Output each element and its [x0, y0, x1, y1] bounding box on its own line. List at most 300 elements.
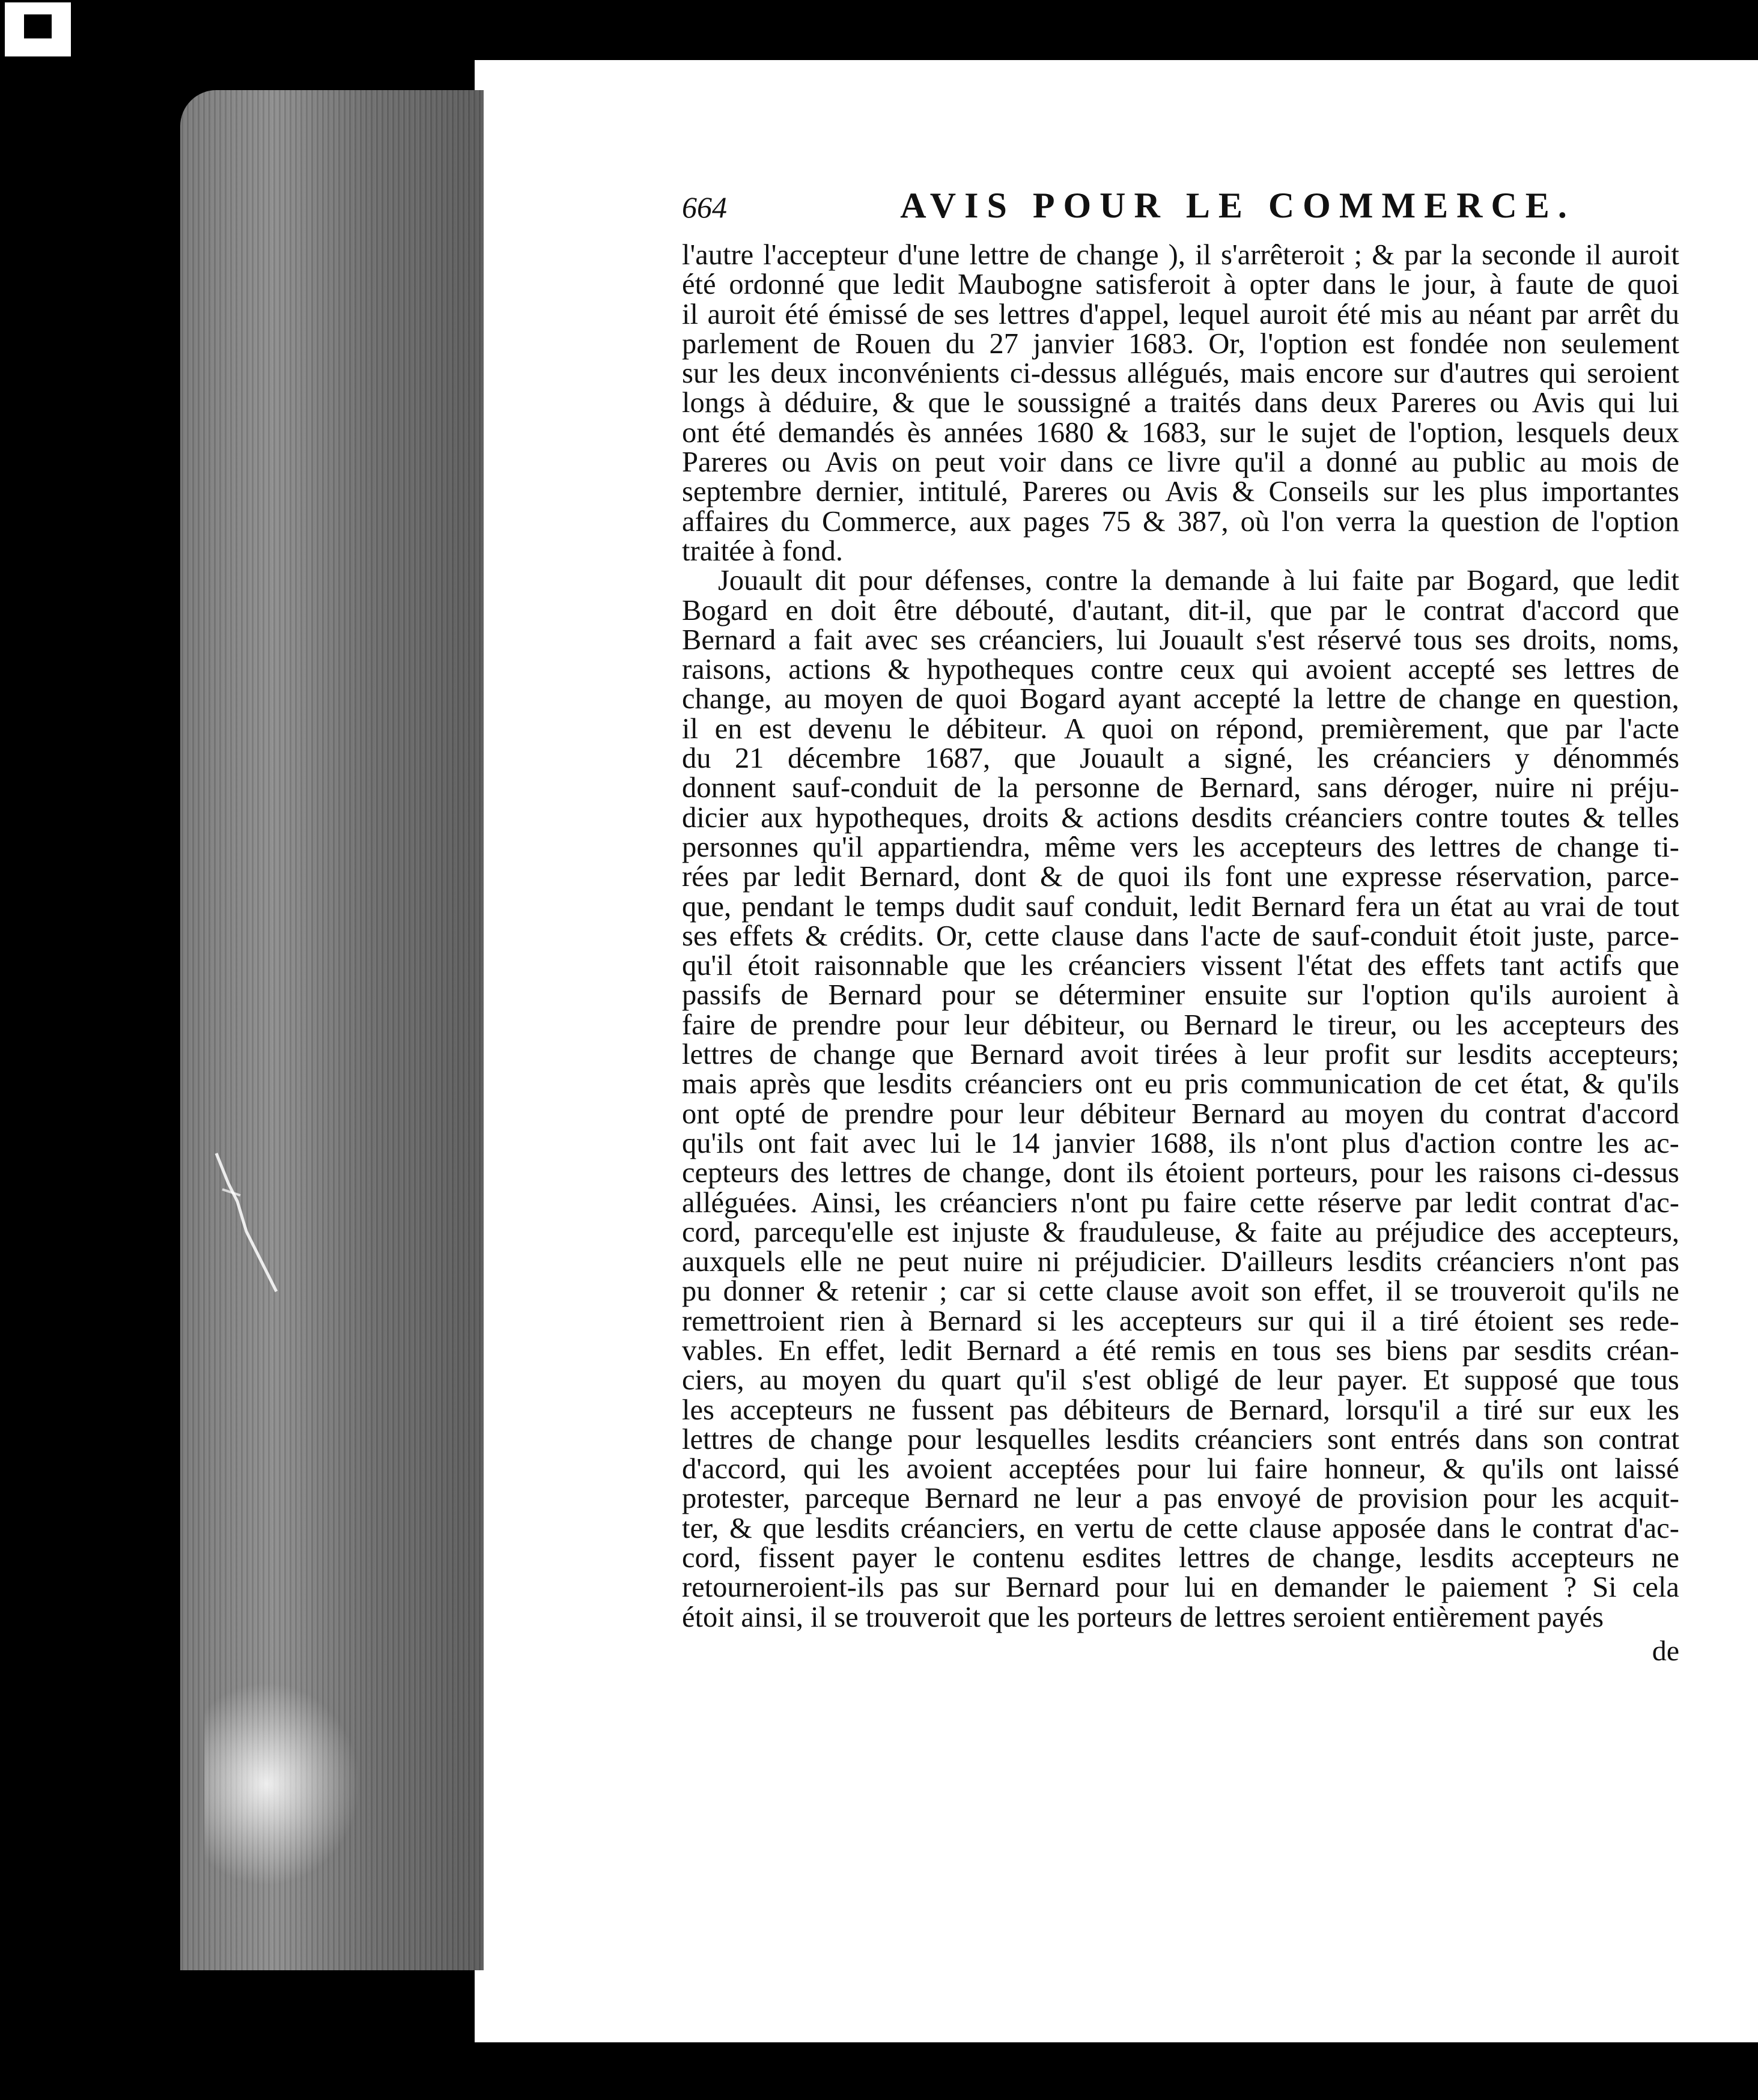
- word: quoi: [955, 683, 1008, 715]
- word: ne: [868, 1394, 896, 1426]
- word: au: [1411, 446, 1439, 479]
- word: émissé: [828, 298, 908, 330]
- word: 387,: [1177, 505, 1229, 538]
- text-line: [682, 1188, 1679, 1218]
- word: donnent: [682, 772, 776, 804]
- word: premièrement,: [1321, 712, 1490, 745]
- word: l'option: [1362, 979, 1450, 1012]
- word: rées: [682, 861, 729, 893]
- word: de: [780, 979, 809, 1012]
- text-line: [682, 1218, 1679, 1247]
- text-line: [682, 892, 1679, 921]
- word: cet: [1474, 1068, 1509, 1100]
- word: mais: [682, 1068, 737, 1100]
- word: ni: [1571, 772, 1594, 804]
- word: avec: [862, 1127, 916, 1159]
- text-line: [682, 921, 1679, 951]
- word: l'option: [1259, 327, 1348, 360]
- word: si: [1007, 1275, 1027, 1308]
- word: question,: [1573, 683, 1679, 715]
- word: il: [1385, 1275, 1402, 1308]
- word: lui: [1648, 387, 1679, 419]
- text-line: [682, 1454, 1679, 1484]
- word: pas: [1640, 1246, 1679, 1278]
- word: d'ac-: [1623, 1512, 1679, 1544]
- word: retenir: [851, 1275, 927, 1308]
- word: personnes: [682, 831, 798, 863]
- word: en: [1230, 1571, 1259, 1604]
- word: question: [1441, 505, 1540, 538]
- word: pour: [858, 565, 912, 597]
- word: au: [1301, 1097, 1329, 1130]
- word: contenu: [972, 1542, 1065, 1574]
- word: lui: [1184, 1571, 1215, 1604]
- word: &: [1583, 801, 1605, 834]
- word: en: [1533, 683, 1561, 715]
- word: accepteurs: [729, 1394, 853, 1426]
- word: hypotheques,: [815, 801, 970, 834]
- word: change,: [1312, 1542, 1402, 1574]
- word: ne: [1033, 1482, 1061, 1515]
- word: qu'ils: [1617, 1068, 1679, 1100]
- word: sur: [1538, 1394, 1574, 1426]
- word: ont: [1095, 1068, 1133, 1100]
- word: Bernard: [1184, 1009, 1278, 1041]
- word: créanciers,: [900, 1512, 1026, 1544]
- word: ès: [907, 416, 932, 449]
- word: ledit: [900, 1334, 952, 1367]
- word: plus: [1479, 476, 1528, 508]
- word: ciers,: [682, 1364, 744, 1397]
- word: quart: [941, 1364, 1001, 1397]
- word: que: [1637, 950, 1679, 982]
- text-line: [682, 1514, 1679, 1543]
- text-line: [682, 240, 1679, 270]
- word: des: [1497, 1216, 1536, 1248]
- word: de: [1434, 1068, 1462, 1100]
- word: sur: [954, 1571, 990, 1604]
- text-line: [682, 359, 1679, 388]
- word: avoient: [906, 1453, 993, 1485]
- word: Bogard,: [1467, 565, 1560, 597]
- word: soussigné: [1017, 387, 1131, 419]
- word: Bernard: [1005, 1571, 1100, 1604]
- word: étoit: [747, 950, 800, 982]
- text-line: [682, 477, 1679, 506]
- word: les: [1597, 1127, 1629, 1159]
- word: crédits.: [839, 920, 925, 952]
- word: importantes: [1541, 476, 1679, 508]
- word: le: [1500, 1512, 1522, 1544]
- word: décembre: [787, 742, 901, 775]
- text-line: [682, 566, 1679, 595]
- word: D'ailleurs: [1221, 1246, 1333, 1278]
- text-line: [682, 507, 1679, 536]
- word: auroit: [1611, 239, 1679, 271]
- word: lesdits: [1457, 1039, 1532, 1071]
- word: raisons,: [682, 654, 772, 686]
- word: d'accord,: [682, 1453, 787, 1485]
- word: créanciers: [1436, 1246, 1555, 1278]
- word: débiteur,: [1024, 1009, 1126, 1041]
- word: obligé: [1146, 1364, 1219, 1397]
- word: 75: [1101, 505, 1131, 538]
- text-line: [682, 1603, 1679, 1632]
- text-line-content: étoit ainsi, il se trouveroit que les porteurs de lettres seroient entièrement payés: [682, 1601, 1604, 1633]
- word: à: [758, 387, 771, 419]
- word: avoit: [1190, 1275, 1249, 1308]
- word: droits,: [1522, 624, 1597, 656]
- word: dicier: [682, 801, 749, 834]
- word: par: [1414, 1186, 1452, 1219]
- word: le: [1267, 416, 1289, 449]
- text-line: [682, 1276, 1679, 1306]
- word: des: [790, 1157, 830, 1189]
- word: cord,: [682, 1542, 741, 1574]
- word: au: [1503, 890, 1530, 923]
- word: lorsqu'il: [1345, 1394, 1440, 1426]
- word: ses: [1336, 1334, 1372, 1367]
- word: par: [1565, 712, 1602, 745]
- word: pas: [1163, 1482, 1202, 1515]
- word: &: [1061, 801, 1084, 834]
- word: que: [911, 1039, 954, 1071]
- word: ils: [1183, 861, 1211, 893]
- word: porteurs,: [1256, 1157, 1359, 1189]
- word: sur: [1219, 416, 1256, 449]
- word: change: [813, 1039, 896, 1071]
- word: se: [1014, 979, 1039, 1012]
- word: être: [893, 594, 938, 627]
- word: quoi: [1627, 269, 1679, 301]
- word: ou: [1140, 1009, 1169, 1041]
- word: Bernard: [925, 1482, 1019, 1515]
- word: pu: [682, 1275, 711, 1308]
- word: contre: [1045, 565, 1118, 597]
- word: peut: [898, 1246, 949, 1278]
- word: ont: [682, 1097, 719, 1130]
- word: que: [963, 950, 1006, 982]
- word: contrat: [1423, 594, 1504, 627]
- text-line: [682, 951, 1679, 980]
- word: a: [788, 624, 801, 656]
- word: accepté: [1408, 654, 1495, 686]
- word: satisferoit: [1095, 269, 1211, 301]
- word: les: [1551, 1482, 1584, 1515]
- word: par: [743, 861, 780, 893]
- word: étoit: [1469, 920, 1521, 952]
- word: Bernard,: [1229, 1394, 1330, 1426]
- word: parce-: [1606, 920, 1679, 952]
- word: de: [1596, 890, 1624, 923]
- word: d'ac-: [1623, 1186, 1679, 1219]
- word: qui: [1252, 654, 1289, 686]
- word: que: [1506, 712, 1549, 745]
- word: raisons: [1478, 1157, 1562, 1189]
- word: doit: [830, 594, 876, 627]
- word: de: [1652, 446, 1679, 479]
- word: ont: [1560, 1453, 1598, 1485]
- word: cette: [1038, 1275, 1094, 1308]
- word: l'acte: [1200, 920, 1261, 952]
- word: acquit-: [1598, 1482, 1679, 1515]
- word: lettres: [682, 1423, 753, 1455]
- word: lesdits: [1105, 1423, 1180, 1455]
- word: ac-: [1643, 1127, 1679, 1159]
- word: ti-: [1653, 831, 1679, 863]
- word: pris: [1184, 1068, 1229, 1100]
- word: débiteur.: [946, 712, 1048, 745]
- word: Or,: [935, 920, 973, 952]
- word: clause: [1249, 1512, 1322, 1544]
- word: 21: [734, 742, 764, 775]
- text-line: [682, 980, 1679, 1010]
- word: d'une: [898, 239, 960, 271]
- word: prendre: [844, 1097, 934, 1130]
- word: ou: [1122, 476, 1151, 508]
- word: ses: [1568, 1305, 1604, 1337]
- word: tant: [1500, 950, 1544, 982]
- word: dont: [974, 861, 1026, 893]
- word: leur: [1263, 1039, 1309, 1071]
- word: lettres: [1429, 831, 1501, 863]
- word: public: [1452, 446, 1526, 479]
- word: que: [1572, 565, 1615, 597]
- text-line-content: traitée à fond.: [682, 535, 843, 567]
- page-text-block: [682, 185, 1679, 1668]
- word: tous: [1630, 1364, 1679, 1397]
- word: les: [1434, 1157, 1467, 1189]
- word: pour: [949, 1097, 1003, 1130]
- word: en: [1036, 1512, 1064, 1544]
- word: fera: [1355, 890, 1401, 923]
- text-line: [682, 448, 1679, 477]
- word: de: [1316, 1482, 1343, 1515]
- word: 14: [1010, 1127, 1040, 1159]
- word: le: [908, 712, 930, 745]
- text-line: [682, 833, 1679, 862]
- text-line: [682, 684, 1679, 714]
- word: Jouault: [1159, 624, 1244, 656]
- word: des: [1640, 1009, 1679, 1041]
- word: de: [1156, 772, 1184, 804]
- word: effet,: [1313, 1275, 1374, 1308]
- word: il: [682, 298, 698, 330]
- word: contre: [1415, 801, 1488, 834]
- word: par: [1416, 565, 1454, 597]
- word: sur: [1382, 476, 1419, 508]
- word: a: [1187, 742, 1201, 775]
- word: ses: [930, 624, 966, 656]
- word: supposé: [1464, 1364, 1559, 1397]
- word: contre: [1510, 1127, 1583, 1159]
- word: dudit: [955, 890, 1015, 923]
- word: de: [1515, 831, 1543, 863]
- word: a: [1455, 1394, 1468, 1426]
- word: ont: [682, 416, 719, 449]
- word: temps: [875, 890, 945, 923]
- word: Bernard: [1251, 890, 1345, 923]
- word: peut: [934, 446, 985, 479]
- word: ce: [1127, 446, 1154, 479]
- text-line: [682, 300, 1679, 329]
- word: ne: [1652, 1275, 1679, 1308]
- word: ledit: [794, 861, 846, 893]
- word: effets: [1421, 950, 1486, 982]
- word: expresse: [1342, 861, 1443, 893]
- word: demande: [1164, 565, 1270, 597]
- word: créanciers,: [978, 624, 1104, 656]
- word: déroger,: [1383, 772, 1479, 804]
- word: deux: [1622, 416, 1679, 449]
- word: les: [894, 1186, 927, 1219]
- word: été: [1336, 298, 1371, 330]
- word: au: [1335, 1216, 1363, 1248]
- word: sont: [1327, 1423, 1376, 1455]
- word: actions: [788, 654, 871, 686]
- word: non: [1503, 327, 1547, 360]
- word: Bogard: [1020, 683, 1106, 715]
- word: aux: [969, 505, 1011, 538]
- word: faire: [1183, 1186, 1236, 1219]
- text-line: [682, 1484, 1679, 1513]
- word: qu'ils: [682, 1127, 744, 1159]
- word: s'arrêteroit: [1221, 239, 1345, 271]
- word: font: [1224, 861, 1272, 893]
- page-number: 664: [682, 190, 727, 224]
- word: d'autres: [1440, 357, 1529, 390]
- word: parce-: [1606, 861, 1679, 893]
- word: se: [1414, 1275, 1439, 1308]
- word: préju-: [1610, 772, 1679, 804]
- word: opté: [735, 1097, 785, 1130]
- word: Bernard: [682, 624, 776, 656]
- word: seconde: [1482, 239, 1576, 271]
- word: &: [1232, 476, 1255, 508]
- word: profit: [1324, 1039, 1390, 1071]
- word: eu: [1145, 1068, 1172, 1100]
- word: janvier: [1054, 1127, 1135, 1159]
- word: change,: [682, 683, 772, 715]
- word: leur: [1075, 1482, 1121, 1515]
- word: l'option,: [1408, 416, 1504, 449]
- word: de: [915, 683, 943, 715]
- word: tous: [1414, 624, 1462, 656]
- word: lettre: [1326, 683, 1387, 715]
- word: car: [959, 1275, 996, 1308]
- text-line: [682, 1365, 1679, 1395]
- word: les: [1647, 1394, 1679, 1426]
- word: contrat: [1530, 1186, 1611, 1219]
- word: du: [1440, 1097, 1469, 1130]
- text-line: [682, 1543, 1679, 1573]
- word: au: [1539, 446, 1568, 479]
- word: étoient: [1474, 1305, 1554, 1337]
- word: Bogard: [682, 594, 768, 627]
- word: lettres: [1178, 1542, 1250, 1574]
- word: paiement: [1441, 1571, 1548, 1604]
- word: honneur,: [1324, 1453, 1426, 1485]
- word: son: [1261, 1275, 1302, 1308]
- word: on: [892, 446, 921, 479]
- text-line: [682, 744, 1679, 773]
- word: sur: [682, 357, 718, 390]
- word: Bernard,: [859, 861, 961, 893]
- word: A: [1064, 712, 1086, 745]
- word: trouveroit: [1450, 1275, 1566, 1308]
- text-line: [682, 270, 1679, 299]
- word: verra: [1336, 505, 1396, 538]
- word: leur: [1277, 1364, 1322, 1397]
- word: débiteurs: [1063, 1394, 1171, 1426]
- word: été: [1103, 1334, 1137, 1367]
- word: demandés: [778, 416, 895, 449]
- word: de: [1587, 269, 1614, 301]
- word: qu'ils: [1577, 1275, 1640, 1308]
- word: qui: [1539, 357, 1577, 390]
- word: fissent: [758, 1542, 835, 1574]
- word: personne: [1035, 772, 1140, 804]
- word: créan-: [1606, 1334, 1679, 1367]
- word: lettre: [969, 239, 1030, 271]
- word: frauduleuse,: [1078, 1216, 1222, 1248]
- word: préjudice: [1375, 1216, 1485, 1248]
- word: ordonné: [729, 269, 825, 301]
- word: pour: [1370, 1157, 1424, 1189]
- word: dans: [1060, 446, 1114, 479]
- word: créanciers: [939, 1186, 1058, 1219]
- word: que,: [682, 890, 732, 923]
- word: lesdits: [815, 1512, 890, 1544]
- word: créanciers: [1194, 1423, 1313, 1455]
- word: 1687,: [924, 742, 991, 775]
- word: hypotheques: [926, 654, 1074, 686]
- word: on: [1170, 712, 1200, 745]
- text-line: [682, 1336, 1679, 1365]
- word: d'accord: [1522, 594, 1620, 627]
- word: par: [1541, 298, 1578, 330]
- word: eux: [1589, 1394, 1632, 1426]
- word: le: [934, 1542, 955, 1574]
- word: esdites: [1081, 1542, 1161, 1574]
- word: au: [759, 1364, 787, 1397]
- word: de: [1039, 239, 1067, 271]
- word: les: [1316, 742, 1349, 775]
- word: devenu: [808, 712, 892, 745]
- word: que: [1573, 1364, 1616, 1397]
- word: pas: [1009, 1394, 1048, 1426]
- word: les: [1455, 1009, 1488, 1041]
- text-line: [682, 1069, 1679, 1099]
- word: traités: [1170, 387, 1241, 419]
- word: ayant: [1118, 683, 1181, 715]
- word: ter,: [682, 1512, 719, 1544]
- word: sauf-conduit: [1312, 920, 1458, 952]
- word: au: [1431, 298, 1459, 330]
- word: change,: [962, 1157, 1052, 1189]
- word: l'acte: [1619, 712, 1679, 745]
- text-line: [682, 1158, 1679, 1188]
- word: auroit: [707, 298, 776, 330]
- word: 1683,: [1141, 416, 1208, 449]
- word: ses: [954, 298, 990, 330]
- word: &: [1372, 239, 1395, 271]
- scratch-mark: [204, 1147, 288, 1303]
- text-line: [682, 655, 1679, 684]
- word: contrat: [1532, 1512, 1613, 1544]
- word: Bernard: [970, 1039, 1064, 1071]
- word: répond,: [1215, 712, 1304, 745]
